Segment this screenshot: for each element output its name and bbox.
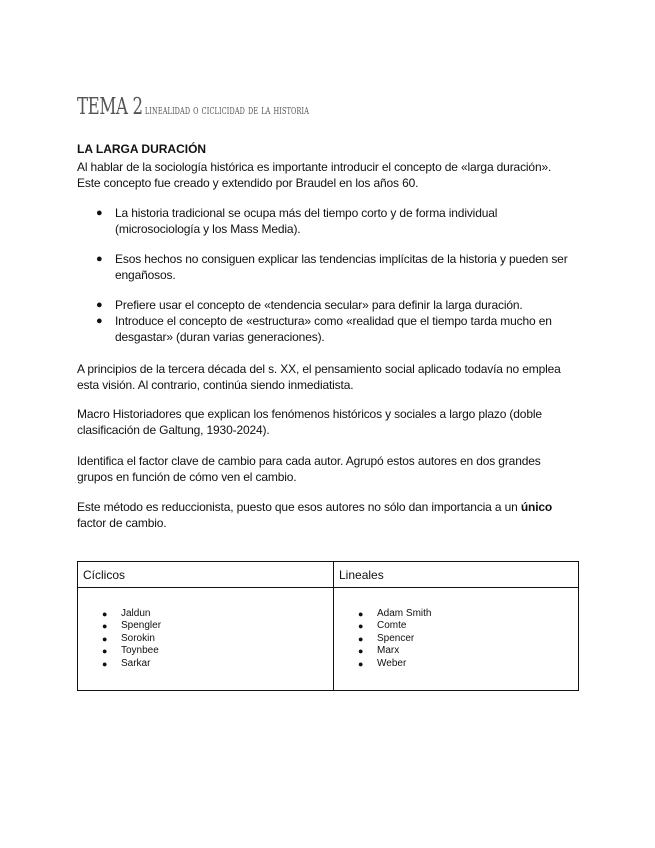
intro-paragraph [77,159,577,191]
author-name: Jaldun [121,608,151,619]
paragraph-2: Macro Historiadores que explican los fenómenos históricos y sociales a largo plazo (doble clasificación de Galtung, 1930-2024). [77,407,542,437]
list-item [78,633,333,645]
list-gap [77,283,577,297]
header-lineales: Lineales [334,562,579,588]
title-sub: linealidad o ciclicidad de la historia [144,102,310,117]
ciclicos-cell [78,588,334,691]
bullet-dot: ● [358,609,364,619]
author-name: Spengler [121,620,162,632]
bullet-dot: ● [96,253,103,265]
list-item [77,313,577,345]
author-name: Sorokin [121,632,155,644]
list-item [77,297,577,313]
lineales-cell [334,588,579,691]
list-item [78,645,333,657]
bullet-text: La historia tradicional se ocupa más del tiempo corto y de forma individual (microsociología y los Mass Media). [115,206,498,236]
list-item [77,205,577,237]
bullet-dot: ● [102,633,108,644]
bullet-dot: ● [358,658,364,669]
paragraph-4-bold: único [520,500,553,514]
bullet-list [77,205,577,345]
bullet-dot: ● [96,207,103,219]
paragraph-1: A principios de la tercera década del s. XX, el pensamiento social aplicado todavía no emplea esta visión. Al contrario, continúa siendo inmediatista. [77,362,561,392]
list-item [334,633,578,645]
table-header-row [78,562,579,588]
bullet-dot: ● [358,621,364,632]
section-heading: LA LARGA DURACIÓN [77,142,207,156]
bullet-text: Introduce el concepto de «estructura» como «realidad que el tiempo tarda mucho en desgastar» (duran varias generaciones). [115,314,552,344]
header-ciclicos: Cíclicos [78,562,334,588]
bullet-dot: ● [102,646,108,657]
authors-table [77,561,579,691]
author-name: Comte [377,620,407,632]
table-row [78,588,579,691]
bullet-text: Esos hechos no consiguen explicar las tendencias implícitas de la historia y pueden ser engañosos. [115,252,568,282]
title-main: TEMA 2 [77,94,143,120]
ciclicos-list [78,608,333,670]
bullet-dot: ● [102,621,108,632]
author-name: Weber [377,657,407,669]
paragraph-4 [77,499,577,531]
bullet-dot: ● [96,299,103,311]
author-name: Toynbee [121,645,159,657]
list-item [334,645,578,657]
paragraph-4-end: factor de cambio. [77,516,167,530]
bullet-dot: ● [358,646,364,657]
author-name: Spencer [377,632,415,644]
list-item [334,620,578,632]
bullet-dot: ● [96,315,103,327]
author-name: Adam Smith [377,608,432,619]
paragraph-4-start: Este método es reduccionista, puesto que esos autores no sólo dan importancia a un [77,500,521,514]
list-item [334,658,578,670]
bullet-dot: ● [102,609,108,619]
intro-line-1: Al hablar de la sociología histórica es importante introducir el concepto de «larga duración». [77,160,552,174]
paragraph-3: Identifica el factor clave de cambio para cada autor. Agrupó estos autores en dos grandes grupos en función de cómo ven el cambio. [77,454,541,484]
list-gap [77,237,577,251]
lineales-list [334,608,578,670]
bullet-dot: ● [358,633,364,644]
list-item [334,608,578,620]
author-name: Marx [377,645,400,657]
bullet-text: Prefiere usar el concepto de «tendencia secular» para definir la larga duración. [115,298,523,312]
intro-line-2: Este concepto fue creado y extendido por Braudel en los años 60. [77,176,419,190]
author-name: Sarkar [121,657,151,669]
bullet-dot: ● [102,658,108,669]
list-item [77,251,577,283]
list-item [78,658,333,670]
list-item [78,620,333,632]
list-item [78,608,333,620]
page-title [77,94,309,120]
